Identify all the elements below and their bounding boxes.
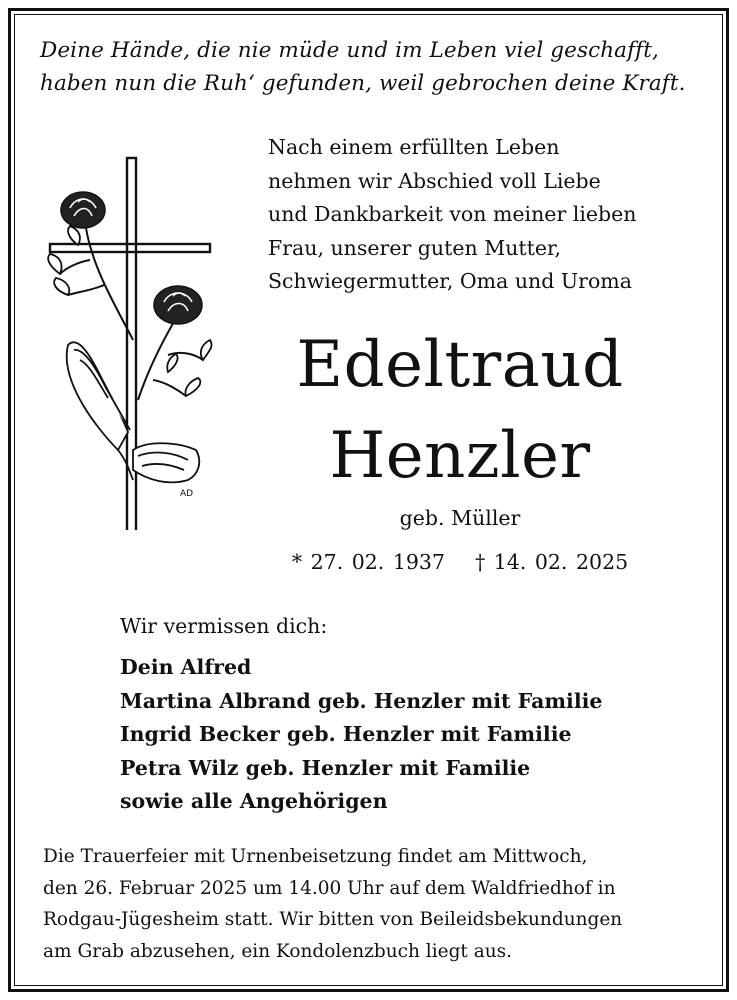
first-name: Edeltraud	[296, 328, 624, 402]
intro-line: Frau, unserer guten Mutter,	[268, 235, 562, 260]
mourners-list	[120, 651, 700, 819]
intro-line: nehmen wir Abschied voll Liebe	[268, 168, 601, 193]
motto-line: Deine Hände, die nie müde und im Leben viel geschafft,	[40, 38, 659, 63]
miss-heading: Wir vermissen dich:	[120, 614, 328, 638]
service-line: den 26. Februar 2025 um 14.00 Uhr auf dem Waldfriedhof in	[43, 877, 616, 899]
service-line: Rodgau-Jügesheim statt. Wir bitten von Beileidsbekundungen	[43, 909, 623, 930]
intro-text	[268, 131, 708, 299]
cross-roses-praying-hands-icon	[38, 150, 218, 530]
motto-verse	[40, 34, 700, 100]
mourner-line: Petra Wilz geb. Henzler mit Familie	[120, 755, 531, 780]
last-name: Henzler	[329, 419, 591, 493]
service-line: am Grab abzusehen, ein Kondolenzbuch liegt aus.	[43, 940, 513, 962]
service-line: Die Trauerfeier mit Urnenbeisetzung findet am Mittwoch,	[43, 846, 588, 867]
mourner-line: Ingrid Becker geb. Henzler mit Familie	[120, 722, 572, 746]
artist-monogram: AD	[180, 489, 194, 499]
life-dates	[240, 548, 680, 576]
deceased-name	[240, 320, 680, 502]
death-date: † 14. 02. 2025	[475, 550, 629, 574]
maiden-name: geb. Müller	[399, 506, 521, 530]
rose-icon	[154, 286, 202, 324]
rose-icon	[61, 192, 105, 228]
intro-line: Nach einem erfüllten Leben	[268, 135, 560, 159]
birth-date: * 27. 02. 1937	[291, 550, 445, 574]
motto-line: haben nun die Ruh‘ gefunden, weil gebrochen deine Kraft.	[40, 71, 686, 96]
intro-line: Schwiegermutter, Oma und Uroma	[268, 269, 632, 293]
mourner-line: Martina Albrand geb. Henzler mit Familie	[120, 688, 603, 713]
mourner-line: sowie alle Angehörigen	[120, 789, 388, 813]
service-notice	[43, 841, 713, 967]
intro-line: und Dankbarkeit von meiner lieben	[268, 202, 637, 226]
mourner-line: Dein Alfred	[120, 655, 252, 679]
praying-hands-icon	[67, 342, 200, 482]
